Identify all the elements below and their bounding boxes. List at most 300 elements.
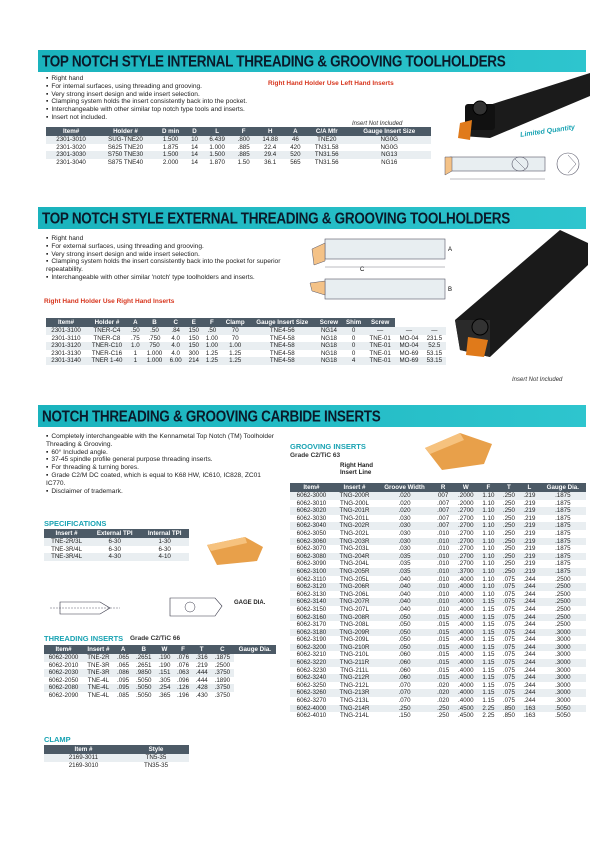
table-cell: 1.25 [202, 357, 221, 365]
column-header: Shim [342, 318, 365, 327]
table-cell: 1.0 [128, 342, 143, 350]
bullet-item: ▪ Completely interchangeable with the Kennametal Top Notch (TM) Toolholder Threading & Grooving. [46, 433, 281, 449]
table-cell: 1.15 [478, 614, 498, 622]
table-cell: 6062-3210 [296, 651, 327, 659]
table-cell: .010 [437, 545, 450, 553]
table-cell: .2651 [135, 661, 152, 669]
table-cell: 4.0 [171, 334, 180, 342]
table-cell: 1.15 [478, 644, 498, 652]
table-cell: .4000 [458, 651, 474, 659]
table-cell: 1.10 [482, 529, 495, 537]
table-cell: 6062-3100 [290, 568, 333, 576]
table-cell: .030 [398, 514, 411, 522]
table-row [290, 712, 586, 720]
column-header: Holder # [96, 127, 155, 136]
table-cell: 36.1 [264, 158, 277, 166]
internal-toolholder-image [440, 68, 590, 148]
table-cell: 1.10 [482, 590, 495, 598]
table-row [290, 591, 586, 599]
table-row [44, 546, 189, 554]
table-cell: 0 [351, 334, 356, 342]
table-cell: TNE-2R/3L [44, 538, 89, 546]
section1-table [46, 127, 431, 166]
section2-title: TOP NOTCH STYLE EXTERNAL THREADING & GROOVING TOOLHOLDERS [42, 209, 510, 227]
table-cell: .095 [117, 676, 130, 684]
table-cell: .2700 [458, 545, 474, 553]
table-cell: 1.15 [478, 629, 498, 637]
bullet-item: ▪ Insert not included. [46, 114, 276, 122]
table-cell: .075 [499, 629, 519, 637]
table-cell: .075 [502, 651, 515, 659]
bullet-item: ▪ Disclaimer of trademark. [46, 488, 281, 496]
limited-quantity-callout: Limited Quantity [519, 124, 576, 139]
table-cell: TNG-211L [340, 666, 369, 674]
table-cell: .015 [437, 636, 450, 644]
table-cell: 150 [185, 327, 202, 335]
column-header: W [453, 483, 478, 492]
table-cell: 22.4 [264, 143, 277, 151]
column-header: D min [155, 127, 187, 136]
table-cell: .1875 [540, 522, 586, 530]
table-cell: TNE-3R [83, 669, 114, 677]
table-cell: 1.10 [478, 553, 498, 561]
table-cell: 6062-3260 [290, 689, 333, 697]
grooving-grade: Grade C2/TiC 63 [290, 452, 341, 459]
table-cell: 6062-3120 [290, 583, 333, 591]
table-cell: .4000 [458, 636, 474, 644]
table-cell: 29.4 [256, 151, 285, 159]
table-cell: 6062-3060 [290, 538, 333, 546]
table-cell: .3000 [540, 629, 586, 637]
table-cell: 2169-3011 [44, 754, 123, 762]
table-row [46, 350, 446, 358]
table-cell: .250 [499, 568, 519, 576]
table-cell: 53.15 [426, 349, 443, 357]
table-cell: TNE-4L [87, 691, 110, 699]
table-cell: TNG-210L [340, 651, 369, 659]
table-cell: .50 [128, 327, 143, 335]
section2-red-note: Right Hand Holder Use Right Hand Inserts [44, 298, 175, 305]
table-cell: .219 [519, 522, 539, 530]
table-cell: .244 [519, 689, 539, 697]
table-cell: .4000 [453, 598, 478, 606]
table-cell: TNG-200R [333, 492, 376, 500]
column-header: F [202, 318, 221, 327]
table-cell: 1.10 [478, 522, 498, 530]
table-header-row [44, 645, 276, 654]
table-row [46, 136, 431, 144]
bullet-item: ▪ For external surfaces, using threading and grooving. [46, 243, 291, 251]
bullet-item: ▪ 37-45 spindle profile general purpose threading inserts. [46, 456, 281, 464]
table-cell: MO-69 [395, 357, 422, 365]
table-cell: .2700 [458, 560, 474, 568]
table-cell: .4500 [458, 712, 474, 720]
table-row [290, 530, 586, 538]
table-cell: 1.00 [222, 342, 249, 350]
table-cell: 14 [191, 158, 198, 166]
table-cell: .50 [202, 327, 221, 335]
table-cell: .075 [499, 674, 519, 682]
table-cell: .244 [523, 681, 536, 689]
table-cell: .9850 [132, 669, 155, 677]
column-header: Groove Width [376, 483, 433, 492]
table-cell: NG18 [320, 334, 337, 342]
table-cell: .085 [117, 691, 130, 699]
table-cell: 10 [186, 136, 202, 144]
table-cell: .2700 [453, 507, 478, 515]
table-cell: .015 [433, 614, 453, 622]
table-cell: 2301-3100 [46, 327, 86, 335]
table-cell: .050 [398, 621, 411, 629]
table-cell: .305 [158, 676, 171, 684]
table-cell: TNE-01 [365, 342, 395, 350]
table-cell: .1875 [555, 514, 571, 522]
table-cell: .1875 [555, 499, 571, 507]
table-cell: 1.500 [155, 151, 187, 159]
internal-diagram [440, 145, 588, 187]
table-cell: TNG-201R [333, 507, 376, 515]
table-cell: NG18 [316, 357, 343, 365]
column-header: Item# [44, 645, 83, 654]
table-cell: .075 [499, 659, 519, 667]
table-cell: 6062-3170 [296, 621, 327, 629]
bullet-item: ▪ Right hand [46, 235, 291, 243]
table-cell: .885 [232, 151, 256, 159]
table-cell: TNG-206L [340, 590, 369, 598]
table-cell: .075 [502, 681, 515, 689]
table-cell: 6062-3020 [290, 507, 333, 515]
table-cell: 1.00 [205, 334, 218, 342]
gage-dia-label: GAGE DIA. [234, 600, 266, 606]
table-cell: .219 [523, 529, 536, 537]
bullet-item: ▪ Clamping system holds the insert consistently back into the pocket for superior repeatability. [46, 258, 291, 274]
table-cell: TNG-205R [333, 568, 376, 576]
table-cell: TNG-203L [340, 545, 369, 553]
table-cell: 750 [143, 342, 166, 350]
table-cell: 6062-3270 [296, 697, 327, 705]
table-cell: .075 [502, 636, 515, 644]
table-cell: 1.10 [478, 538, 498, 546]
table-cell: .020 [376, 507, 433, 515]
table-cell: .015 [433, 629, 453, 637]
table-cell: .365 [158, 691, 171, 699]
table-cell: TN31.56 [314, 158, 339, 166]
table-cell: .2000 [453, 492, 478, 500]
table-cell: 2301-3110 [51, 334, 81, 342]
table-cell: .800 [232, 136, 256, 144]
table-cell: TNER-C8 [93, 334, 121, 342]
threading-inserts-title: THREADING INSERTS [44, 634, 124, 643]
table-cell: TNG-203R [333, 538, 376, 546]
table-cell: .2500 [540, 598, 586, 606]
table-cell: 6.439 [203, 136, 232, 144]
table-cell: .4000 [458, 697, 474, 705]
table-cell: 1.500 [155, 136, 187, 144]
table-cell: TNG-214R [333, 705, 376, 713]
table-cell: TNE-3R [87, 661, 110, 669]
table-cell: 6062-3250 [296, 681, 327, 689]
table-cell: 2301-3010 [46, 136, 96, 144]
table-cell: TNG-204R [333, 553, 376, 561]
table-cell: .076 [174, 654, 193, 662]
table-cell: .007 [433, 522, 453, 530]
clamp-table [44, 745, 189, 769]
table-cell: 6062-3080 [290, 553, 333, 561]
table-cell: .4000 [458, 666, 474, 674]
table-cell: 70 [231, 334, 239, 342]
table-cell: TNG-208L [340, 621, 369, 629]
table-cell: .3750 [211, 684, 234, 692]
table-cell: 007 [433, 492, 453, 500]
table-cell: .250 [502, 514, 515, 522]
table-cell: .5050 [132, 684, 155, 692]
table-cell: 2301-3130 [51, 349, 81, 357]
table-cell: .050 [398, 636, 411, 644]
table-cell: .060 [398, 666, 411, 674]
table-cell: .1875 [540, 492, 586, 500]
table-row [290, 583, 586, 591]
column-header: Style [123, 745, 189, 754]
table-cell: 2301-3020 [56, 143, 86, 151]
table-cell: TNG-207L [340, 605, 369, 613]
table-cell: 6-30 [158, 545, 171, 553]
table-cell: 2.25 [478, 705, 498, 713]
table-cell: TN31.58 [314, 143, 339, 151]
table-cell: .2500 [555, 575, 571, 583]
table-cell: 1.15 [482, 666, 495, 674]
table-cell: TNG-212R [333, 674, 376, 682]
table-cell: .250 [499, 538, 519, 546]
table-cell: .035 [376, 553, 433, 561]
table-cell: TNER-C10 [86, 342, 128, 350]
table-cell: .84 [166, 327, 185, 335]
table-row [290, 667, 586, 675]
table-cell: TNE-3R/4L [44, 553, 89, 561]
table-cell: .020 [398, 499, 411, 507]
column-header: Item# [290, 483, 333, 492]
table-cell: 1.15 [482, 636, 495, 644]
bullet-item: ▪ Very strong insert design and wide insert selection. [46, 251, 291, 259]
table-cell: .219 [519, 538, 539, 546]
table-cell: NG14 [316, 327, 343, 335]
table-cell: .151 [155, 669, 174, 677]
table-cell: 1-30 [140, 538, 189, 546]
bullet-item: ▪ Grade C2/M DC coated, which is equal to K68 HW, IC610, IC828, ZC01 IC770. [46, 472, 281, 488]
table-cell: .3000 [555, 681, 571, 689]
table-cell: .219 [519, 507, 539, 515]
table-cell: .444 [195, 676, 208, 684]
table-cell: 6062-2010 [48, 661, 79, 669]
table-cell: 1 [133, 349, 138, 357]
grooving-insert-image [420, 428, 495, 473]
svg-text:A: A [448, 247, 453, 253]
column-header: Gauge Dia. [540, 483, 586, 492]
table-row [290, 629, 586, 637]
table-cell: .428 [192, 684, 211, 692]
table-cell: TNE4-56 [249, 327, 316, 335]
table-cell: .050 [376, 629, 433, 637]
table-cell: .050 [376, 644, 433, 652]
table-cell: .3000 [540, 644, 586, 652]
table-cell: .020 [376, 492, 433, 500]
table-cell: 2301-3030 [46, 151, 96, 159]
table-cell: .007 [437, 499, 450, 507]
section1-red-note: Right Hand Holder Use Left Hand Inserts [268, 80, 394, 87]
table-cell: .075 [502, 666, 515, 674]
table-cell: .5050 [135, 691, 152, 699]
table-cell: TNG-205L [340, 575, 369, 583]
table-cell: .1875 [555, 560, 571, 568]
table-cell: TNG-202R [333, 522, 376, 530]
table-cell: 1.25 [205, 349, 218, 357]
table-cell: TNG-213R [333, 689, 376, 697]
table-cell: .244 [519, 583, 539, 591]
column-header: L [203, 127, 232, 136]
table-row [44, 677, 276, 685]
table-cell: .070 [376, 689, 433, 697]
table-row [44, 553, 189, 561]
table-row [44, 754, 189, 762]
table-cell: — [395, 327, 422, 335]
table-cell: .3750 [214, 691, 231, 699]
table-cell: 0 [342, 327, 365, 335]
table-cell: .2000 [458, 499, 474, 507]
table-cell: SUG-TNE20 [96, 136, 155, 144]
table-cell: 1.10 [482, 514, 495, 522]
table-cell: 1.25 [222, 357, 249, 365]
table-cell: .250 [499, 522, 519, 530]
section3-bullets [46, 433, 281, 495]
table-cell: 1.15 [482, 651, 495, 659]
table-cell: NG13 [347, 151, 431, 159]
table-cell: 300 [188, 349, 199, 357]
table-cell: 70 [222, 327, 249, 335]
table-row [290, 598, 586, 606]
column-header: R [433, 483, 453, 492]
table-cell: 6062-2080 [44, 684, 83, 692]
table-row [44, 662, 276, 670]
table-cell: 2301-3140 [46, 357, 86, 365]
table-cell: 14.88 [256, 136, 285, 144]
table-cell: .885 [237, 143, 250, 151]
table-row [290, 674, 586, 682]
table-cell: .1875 [540, 538, 586, 546]
table-cell: .020 [437, 681, 450, 689]
table-cell: .1875 [555, 529, 571, 537]
table-cell: .075 [502, 575, 515, 583]
threading-inserts-table [44, 645, 276, 700]
table-cell: .010 [437, 605, 450, 613]
table-cell: 1.15 [478, 598, 498, 606]
table-row [290, 576, 586, 584]
table-cell: TNG-214L [340, 712, 369, 720]
table-cell: 6062-3000 [290, 492, 333, 500]
table-cell: .2700 [458, 529, 474, 537]
table-cell: 4.0 [166, 342, 185, 350]
column-header: A [128, 318, 143, 327]
table-cell: .040 [398, 575, 411, 583]
table-cell: 6062-3240 [290, 674, 333, 682]
table-row [290, 614, 586, 622]
table-cell: .244 [519, 659, 539, 667]
bullet-item: ▪ For threading & turning bores. [46, 464, 281, 472]
table-cell: 2.000 [162, 158, 179, 166]
bullet-item: ▪ 60° Included angle. [46, 449, 281, 457]
table-cell: 2169-3010 [68, 761, 99, 769]
table-cell: .3000 [555, 651, 571, 659]
table-cell: .316 [192, 654, 211, 662]
table-row [290, 636, 586, 644]
table-row [290, 538, 586, 546]
column-header: Item # [44, 745, 123, 754]
table-row [290, 621, 586, 629]
table-cell: .5050 [135, 676, 152, 684]
table-cell: 4 [342, 357, 365, 365]
table-cell: TNG-207R [333, 598, 376, 606]
table-row [290, 689, 586, 697]
table-cell: .219 [523, 514, 536, 522]
table-cell: 1.50 [237, 158, 250, 166]
table-cell: .1875 [540, 568, 586, 576]
table-cell: MO-69 [399, 349, 419, 357]
column-header: B [143, 318, 166, 327]
table-cell: .3700 [453, 568, 478, 576]
table-cell: 6062-3180 [290, 629, 333, 637]
table-cell: .060 [376, 659, 433, 667]
column-header: Item# [46, 127, 96, 136]
table-cell: .50 [143, 327, 166, 335]
table-cell: .244 [523, 575, 536, 583]
table-cell: .065 [117, 661, 130, 669]
table-cell: .075 [502, 697, 515, 705]
table-cell: .3000 [540, 659, 586, 667]
table-cell: TNE-4L [87, 676, 110, 684]
table-cell: .015 [437, 621, 450, 629]
table-cell: .075 [499, 598, 519, 606]
column-header: External TPI [89, 529, 140, 538]
table-cell: TNG-201L [340, 514, 369, 522]
bullet-item: ▪ For internal surfaces, using threading and grooving. [46, 83, 276, 91]
table-cell: 1.000 [209, 143, 225, 151]
table-cell: .254 [155, 684, 174, 692]
table-row [44, 538, 189, 546]
column-header: Item# [46, 318, 86, 327]
table-cell: .4000 [453, 674, 478, 682]
table-cell: 2301-3040 [56, 158, 86, 166]
column-header: A [114, 645, 133, 654]
table-cell: 6062-4010 [296, 712, 327, 720]
table-cell: 1.10 [482, 499, 495, 507]
table-cell: 52.5 [423, 342, 446, 350]
table-cell: .2700 [453, 522, 478, 530]
table-cell: .244 [519, 598, 539, 606]
table-cell: .244 [519, 629, 539, 637]
table-cell: 520 [285, 151, 306, 159]
column-header: Gauge Insert Size [347, 127, 431, 136]
table-cell: .4000 [453, 659, 478, 667]
grooving-right-label: Right Hand Insert Line [340, 462, 373, 476]
svg-text:B: B [448, 287, 453, 293]
table-cell: 6062-3040 [290, 522, 333, 530]
table-cell: .010 [437, 560, 450, 568]
table-cell: 1.000 [143, 357, 166, 365]
table-cell: .750 [148, 334, 161, 342]
table-cell: .010 [433, 598, 453, 606]
table-cell: .2500 [540, 614, 586, 622]
table-cell: .086 [114, 669, 133, 677]
table-cell: .2700 [453, 538, 478, 546]
table-cell: 6062-3090 [296, 560, 327, 568]
